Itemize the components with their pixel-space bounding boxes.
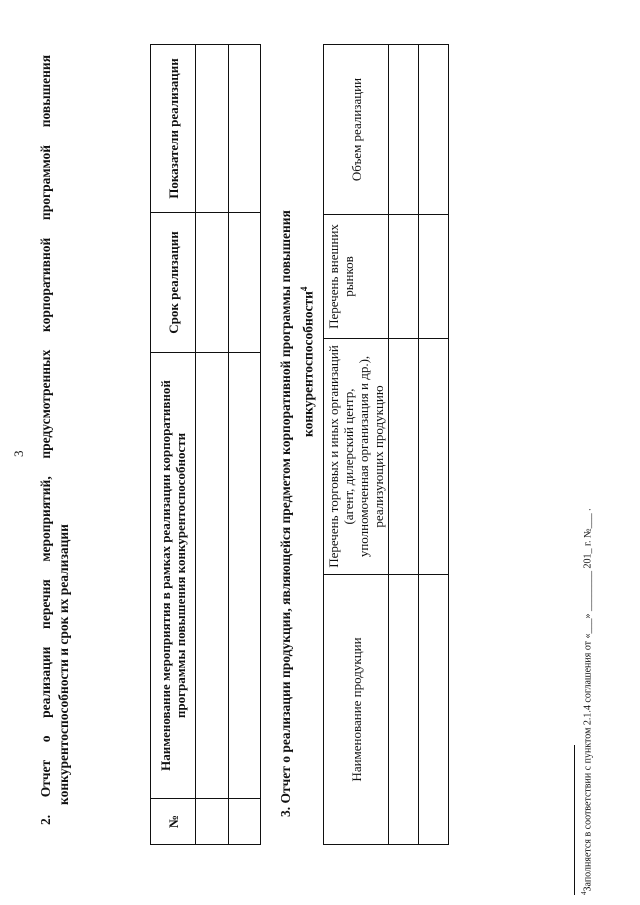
table-cell [389, 215, 419, 339]
table-row [229, 45, 261, 845]
footnote [578, 508, 594, 895]
footnote-text: Заполняется в соответствии с пунктом 2.1.4 соглашения от «___» ________ 201_ г. №___ . [582, 508, 594, 892]
table-cell [196, 799, 229, 845]
table-cell [196, 45, 229, 213]
section2-col-name: Наименование мероприятия в рамках реализации корпоративной программы повышения конкурентоспособности [151, 353, 196, 799]
section3-col-organizations: Перечень торговых и иных организаций (агент, дилерский центр, уполномоченная организация и др.), реализующих продукцию [324, 339, 389, 575]
table-cell [229, 45, 261, 213]
table-cell [196, 353, 229, 799]
table-cell [419, 45, 449, 215]
section2-col-number: № [151, 799, 196, 845]
page-number: 3 [11, 450, 26, 457]
footnote-divider [574, 745, 575, 895]
section3-footnote-mark: 4 [299, 286, 309, 292]
section3-table [323, 44, 449, 845]
table-cell [419, 575, 449, 845]
table-cell [229, 353, 261, 799]
section3-col-volume: Объем реализации [324, 45, 389, 215]
table-cell [229, 799, 261, 845]
section3-col-markets: Перечень внешних рынков [324, 215, 389, 339]
section3-col-product: Наименование продукции [324, 575, 389, 845]
section2-title-line1: 2. Отчет о реализации перечня мероприятий, предусмотренных корпоративной программой повышения [38, 55, 53, 825]
section3-title-line2: конкурентоспособности$^4$ [299, 286, 316, 437]
table-cell [389, 575, 419, 845]
table-cell [419, 339, 449, 575]
table-cell [389, 45, 419, 215]
footnote-mark: 4 [580, 891, 588, 895]
table-cell [389, 339, 419, 575]
table-row [389, 45, 419, 845]
section3-title-line1: 3. Отчет о реализации продукции, являющейся предметом корпоративной программы повышения [278, 210, 293, 817]
section2-title-line2: конкурентоспособности и срок их реализации [56, 524, 71, 805]
section2-col-indicators: Показатели реализации [151, 45, 196, 213]
table-cell [196, 213, 229, 353]
table-cell [229, 213, 261, 353]
table-cell [419, 215, 449, 339]
table-row [419, 45, 449, 845]
table-row [196, 45, 229, 845]
section2-col-term: Срок реализации [151, 213, 196, 353]
section2-table [150, 44, 261, 845]
